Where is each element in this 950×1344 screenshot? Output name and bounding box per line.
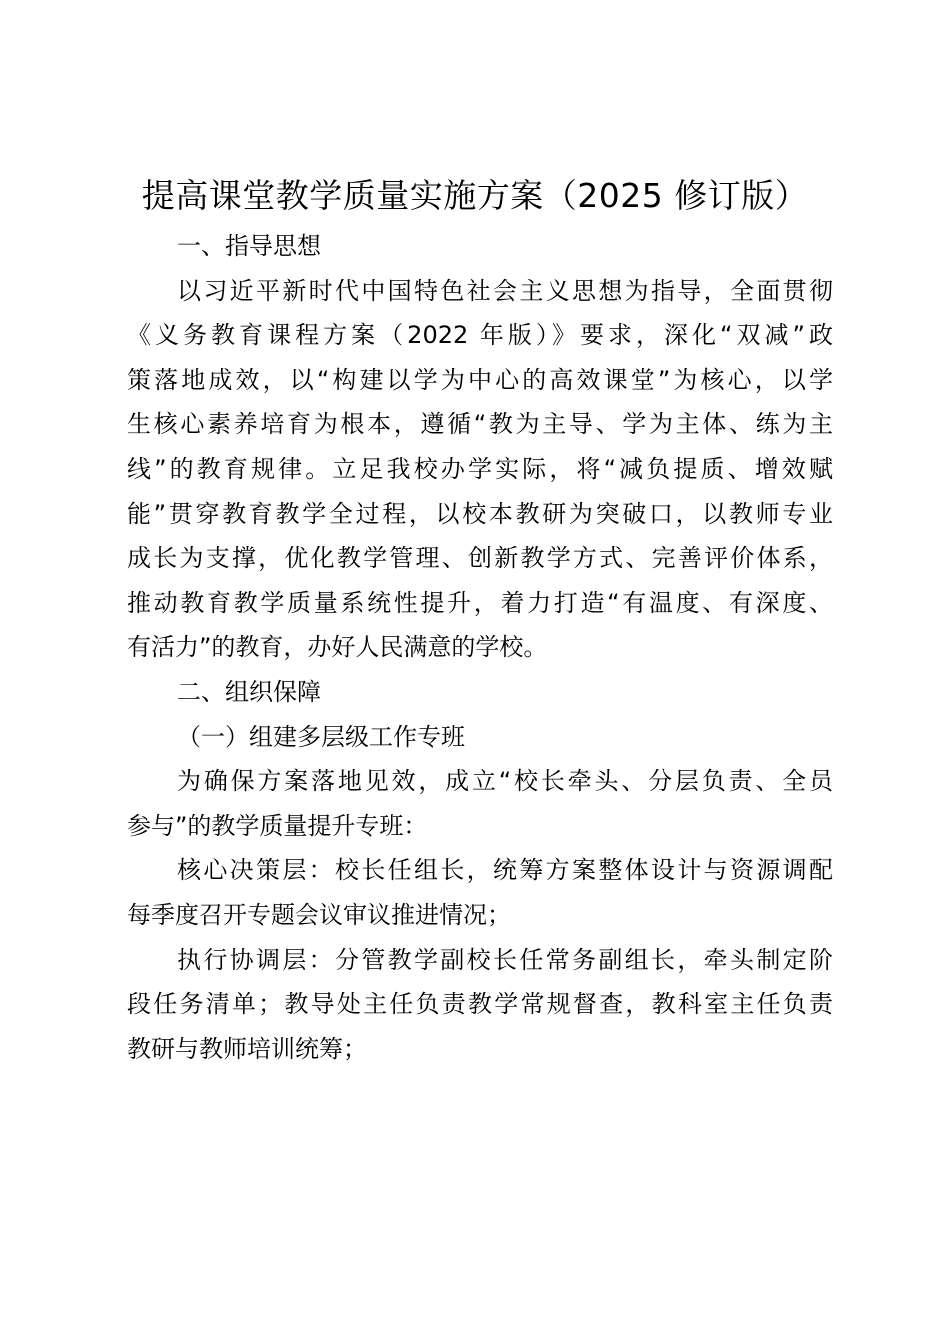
- document-body: [127, 224, 833, 1071]
- body-line: 推动教育教学质量系统性提升，着力打造“有温度、有深度、: [127, 588, 833, 617]
- body-line: 核心决策层：校长任组长，统筹方案整体设计与资源调配: [177, 856, 833, 885]
- body-line: 为确保方案落地见效，成立“校长牵头、分层负责、全员: [177, 767, 833, 796]
- body-line: 策落地成效，以“构建以学为中心的高效课堂”为核心，以学: [127, 365, 833, 394]
- body-line: 每季度召开专题会议审议推进情况；: [127, 900, 511, 929]
- body-line: 参与”的教学质量提升专班：: [127, 811, 428, 840]
- body-line: 《义务教育课程方案（2022 年版）》要求，深化“双减”政: [127, 321, 833, 350]
- body-line: 线”的教育规律。立足我校办学实际，将“减负提质、增效赋: [127, 454, 833, 483]
- body-line: 一、指导思想: [177, 232, 321, 260]
- body-line: 执行协调层：分管教学副校长任常务副组长，牵头制定阶: [177, 945, 833, 974]
- body-line: 生核心素养培育为根本，遵循“教为主导、学为主体、练为主: [127, 410, 833, 439]
- body-line: 二、组织保障: [177, 677, 321, 706]
- body-line: 段任务清单；教导处主任负责教学常规督查，教科室主任负责: [127, 990, 833, 1019]
- body-line: （一）组建多层级工作专班: [177, 722, 465, 751]
- body-line: 有活力”的教育，办好人民满意的学校。: [127, 633, 548, 662]
- body-line: 能”贯穿教育教学全过程，以校本教研为突破口，以教师专业: [127, 499, 833, 528]
- body-line: 教研与教师培训统筹；: [127, 1034, 367, 1063]
- document-title: 提高课堂教学质量实施方案（2025 修订版）: [141, 176, 809, 215]
- body-line: 以习近平新时代中国特色社会主义思想为指导，全面贯彻: [177, 276, 833, 305]
- body-line: 成长为支撑，优化教学管理、创新教学方式、完善评价体系，: [127, 544, 833, 573]
